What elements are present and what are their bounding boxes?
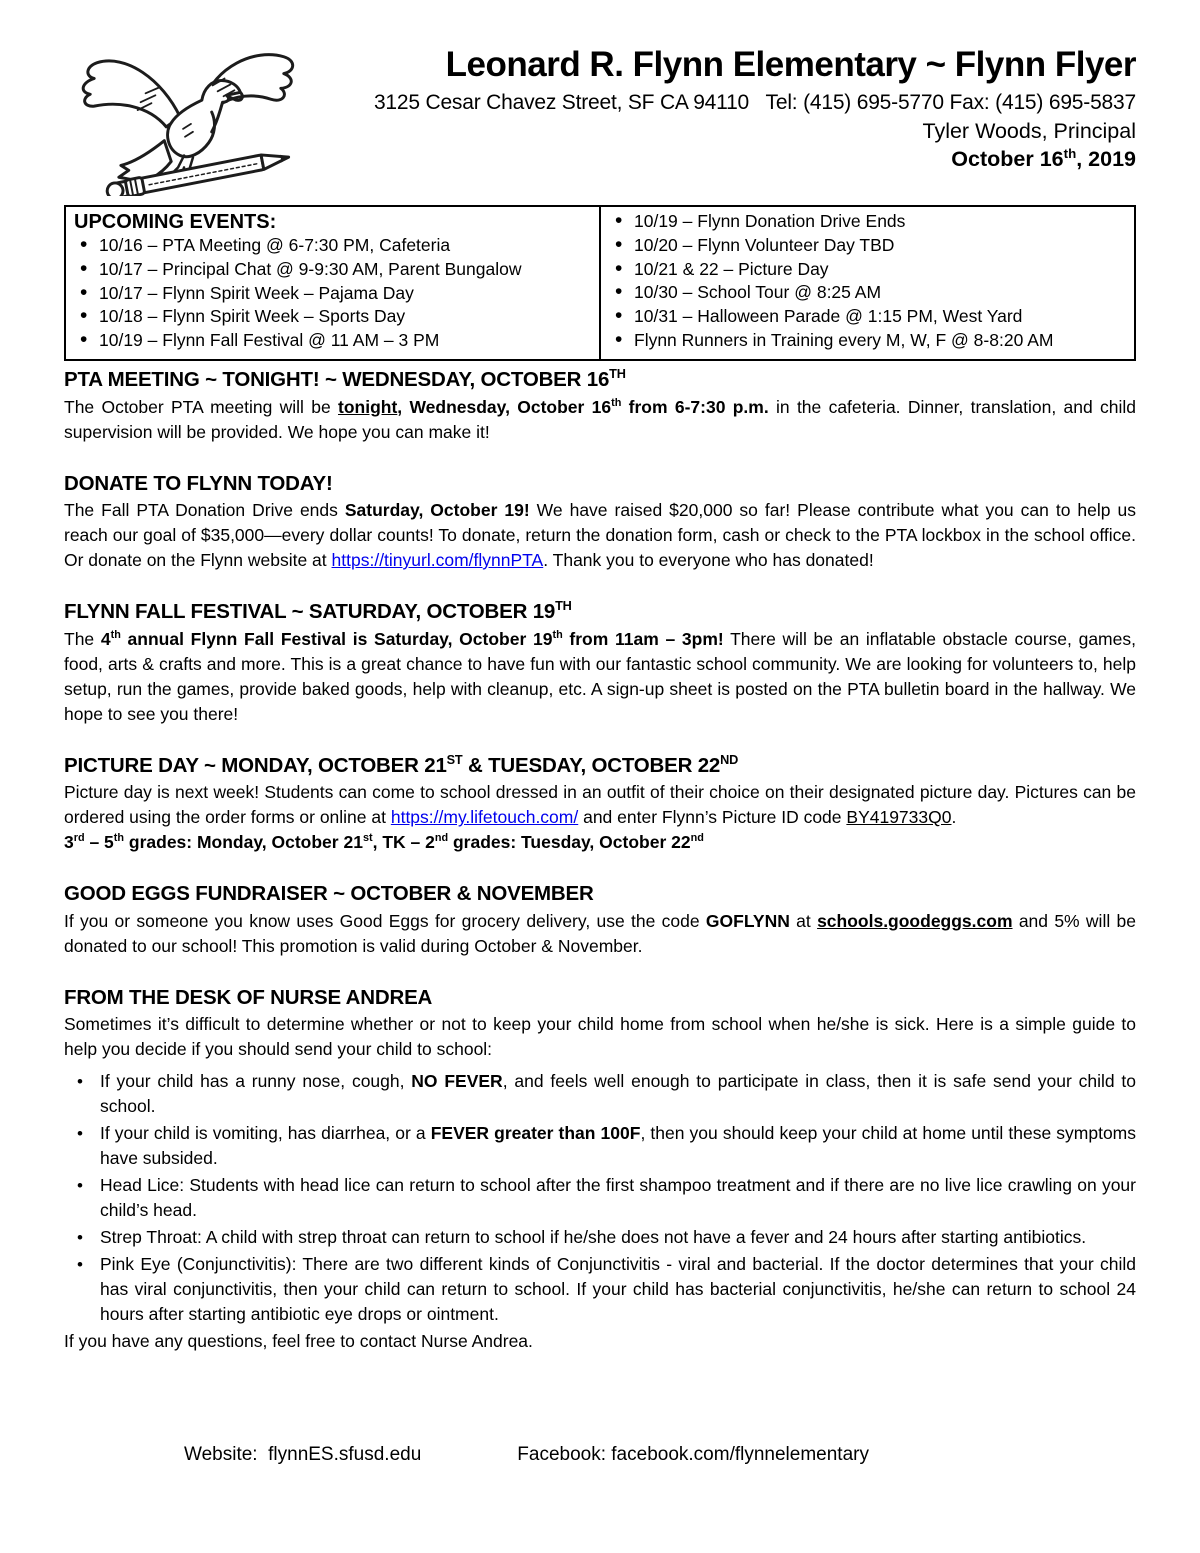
newsletter-header [64,30,1136,196]
picture-day-schedule: 3rd – 5th grades: Monday, October 21st, TK – 2nd grades: Tuesday, October 22nd [64,832,704,853]
nurse-guidelines-list [64,1069,1136,1327]
event-item: • 10/31 – Halloween Parade @ 1:15 PM, West Yard [605,305,1126,329]
upcoming-events-heading: UPCOMING EVENTS: [74,211,277,233]
picture-day-heading: PICTURE DAY ~ MONDAY, OCTOBER 21ST & TUESDAY, OCTOBER 22ND [64,751,739,777]
header-text-block [316,30,1136,172]
event-item: • 10/19 – Flynn Fall Festival @ 11 AM – 3 PM [70,329,591,353]
donate-paragraph: The Fall PTA Donation Drive ends Saturday, October 19! We have raised $20,000 so far! Please contribute what you can to help us reach our goal of $35,000—every dollar counts! To donate, return the donation form, cash or check to the PTA lockbox in the school office. Or donate on the Flynn website at https://tinyurl.com/flynnPTA. Thank you to everyone who has donated! [64,500,1136,571]
good-eggs-heading: GOOD EGGS FUNDRAISER ~ OCTOBER & NOVEMBER [64,882,594,906]
events-list-right [605,210,1126,353]
event-item: • 10/16 – PTA Meeting @ 6-7:30 PM, Cafeteria [70,234,591,258]
pta-meeting-heading: PTA MEETING ~ TONIGHT! ~ WEDNESDAY, OCTOBER 16TH [64,366,626,391]
guideline-item: • Strep Throat: A child with strep throat can return to school if he/she does not have a fever and 24 hours after starting antibiotics. [64,1225,1136,1250]
section-donate [64,472,1136,574]
event-item: • 10/19 – Flynn Donation Drive Ends [605,210,1126,234]
events-list-left [70,234,591,353]
section-fall-festival [64,600,1136,727]
donate-heading: DONATE TO FLYNN TODAY! [64,471,333,495]
events-right-cell [600,206,1135,360]
section-nurse [64,986,1136,1355]
event-item: • 10/17 – Flynn Spirit Week – Pajama Day [70,282,591,306]
section-picture-day [64,751,1136,856]
nurse-intro-paragraph: Sometimes it’s difficult to determine whether or not to keep your child home from school when he/she is sick. Here is a simple guide to help you decide if you should send your child to school: [64,1014,1136,1060]
event-item: • Flynn Runners in Training every M, W, F @ 8-8:20 AM [605,329,1126,353]
pta-meeting-paragraph: The October PTA meeting will be tonight, Wednesday, October 16th from 6-7:30 p.m. in the cafeteria. Dinner, translation, and child supervision will be provided. We hope you can make it! [64,396,1136,442]
nurse-heading: FROM THE DESK OF NURSE ANDREA [64,985,433,1009]
guideline-item: • Pink Eye (Conjunctivitis): There are two different kinds of Conjunctivitis - viral and bacterial. If the doctor determines that your child has viral conjunctivitis, then your child can return to school. If your child has bacterial conjunctivitis, he/she can return to school 24 hours after starting antibiotic eye drops or ointment. [64,1252,1136,1327]
event-item: • 10/18 – Flynn Spirit Week – Sports Day [70,305,591,329]
inline-link[interactable]: https://my.lifetouch.com/ [390,807,579,828]
guideline-item: • Head Lice: Students with head lice can return to school after the first shampoo treatment and if there are no live lice crawling on your child’s head. [64,1173,1136,1223]
picture-day-paragraph: Picture day is next week! Students can come to school dressed in an outfit of their choice on their designated picture day. Pictures can be ordered using the order forms or online at https://my.lifetouch.com/ and enter Flynn’s Picture ID code BY419733Q0. [64,782,1136,828]
section-good-eggs [64,882,1136,959]
good-eggs-paragraph: If you or someone you know uses Good Eggs for grocery delivery, use the code GOFLYNN at schools.goodeggs.com and 5% will be donated to our school! This promotion is valid during October & November. [64,910,1136,956]
guideline-item: • If your child is vomiting, has diarrhea, or a FEVER greater than 100F, then you should keep your child at home until these symptoms have subsided. [64,1121,1136,1171]
event-item: • 10/20 – Flynn Volunteer Day TBD [605,234,1126,258]
event-item: • 10/21 & 22 – Picture Day [605,258,1126,282]
upcoming-events-table [64,205,1136,361]
inline-link[interactable]: https://tinyurl.com/flynnPTA [331,550,544,571]
section-pta-meeting [64,368,1136,445]
guideline-item: • If your child has a runny nose, cough, NO FEVER, and feels well enough to participate in class, then it is safe send your child to school. [64,1069,1136,1119]
school-logo [64,30,316,196]
event-item: • 10/17 – Principal Chat @ 9-9:30 AM, Parent Bungalow [70,258,591,282]
fall-festival-heading: FLYNN FALL FESTIVAL ~ SATURDAY, OCTOBER 19TH [64,598,572,624]
school-address: 3125 Cesar Chavez Street, SF CA 94110 Tel: (415) 695-5770 Fax: (415) 695-5837 [373,91,1136,114]
facebook-text: Facebook: facebook.com/flynnelementary [517,1444,869,1466]
eagle-pencil-icon [64,38,312,196]
fall-festival-paragraph: The 4th annual Flynn Fall Festival is Saturday, October 19th from 11am – 3pm! There will be an inflatable obstacle course, games, food, arts & crafts and more. This is a great chance to have fun with our fantastic school community. We are looking for volunteers to, help setup, run the games, provide baked goods, help with cleanup, etc. A sign-up sheet is posted on the PTA bulletin board in the hallway. We hope to see you there! [64,628,1136,724]
event-item: • 10/30 – School Tour @ 8:25 AM [605,281,1126,305]
newsletter-date: October 16th, 2019 [951,145,1136,171]
page-footer [64,1444,1136,1466]
nurse-closing-paragraph: If you have any questions, feel free to contact Nurse Andrea. [64,1331,533,1352]
school-title: Leonard R. Flynn Elementary ~ Flynn Flyer [445,45,1136,84]
principal-name: Tyler Woods, Principal [922,119,1136,143]
events-left-cell [65,206,600,360]
website-text: Website: flynnES.sfusd.edu [184,1444,422,1466]
